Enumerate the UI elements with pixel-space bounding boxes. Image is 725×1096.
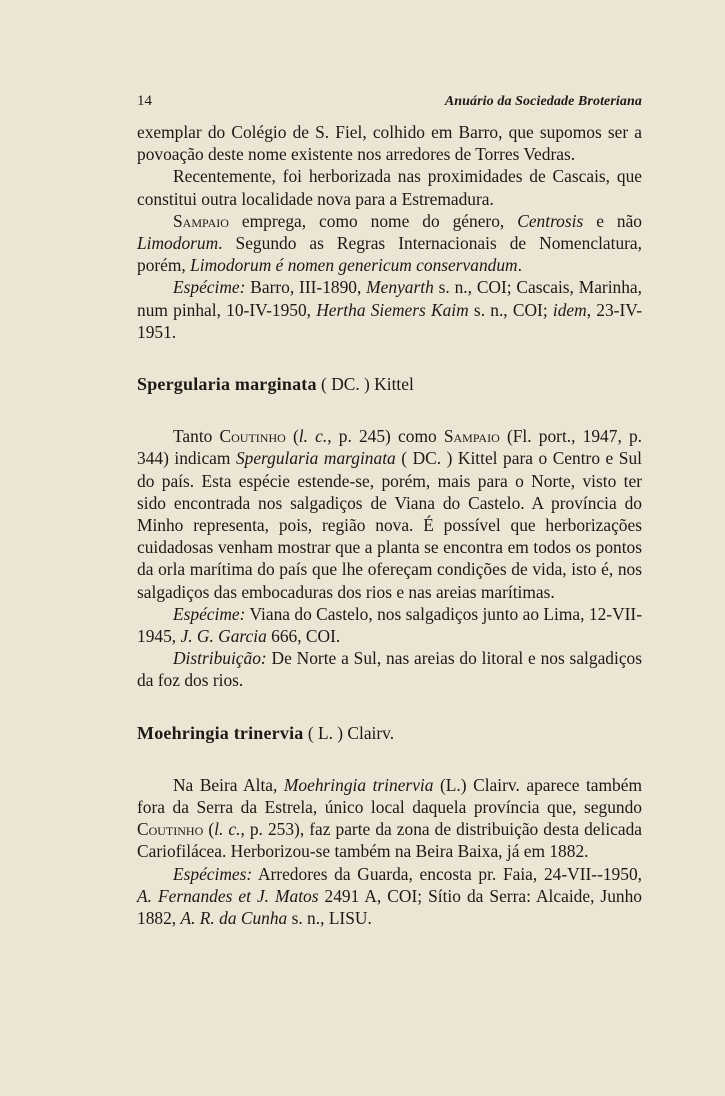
specimen-label: Espécime: xyxy=(173,603,246,624)
taxon-authority: ( DC. ) Kittel xyxy=(316,374,414,395)
species-heading xyxy=(137,722,642,744)
herbarium-code: COI xyxy=(512,299,543,320)
specimen-label: Espécimes: xyxy=(173,863,253,884)
journal-title: Anuário da Sociedade Broteriana xyxy=(444,94,642,109)
herbarium-code: LISU xyxy=(328,908,368,929)
idem-text: idem xyxy=(552,299,587,320)
species-heading xyxy=(137,373,642,395)
page-number: 14 xyxy=(137,93,152,109)
paragraph: Recentemente, foi herborizada nas proximidades de Cascais, que constitui outra localidade nova para a Estremadura. xyxy=(137,166,642,209)
genus-name: Limodorum xyxy=(137,233,219,254)
species-name: Spergularia marginata xyxy=(235,448,396,469)
distribution-paragraph: Distribuição: De Norte a Sul, nas areias do litoral e nos salgadiços da foz dos rios. xyxy=(137,648,642,691)
herbarium-code: COI xyxy=(305,626,336,647)
paragraph: Tanto Coutinho (l. c., p. 245) como Sampaio (Fl. port., 1947, p. 344) indicam Spergularia marginata ( DC. ) Kittel para o Centro e Sul do país. Esta espécie estende-se, porém, mais para o Norte, visto ter sido encontrada nos salgadiços de Viana do Castelo. A província do Minho representa, pois, região nova. É possível que herborizações cuidadosas venham mostrar que a planta se encontra em todos os pontos da orla marítima do país que lhe ofereçam condições de vida, isto é, nos salgadiços das embocaduras dos rios e nas areias marítimas. xyxy=(137,426,643,602)
collector-name: Hertha Siemers Kaim xyxy=(316,299,469,320)
collector-name: A. R. da Cunha xyxy=(180,908,288,929)
genus-name: Centrosis xyxy=(517,210,584,231)
paragraph: Na Beira Alta, Moehringia trinervia (L.) Clairv. aparece também fora da Serra da Estrela, único local daquela província que, segundo Coutinho (l. c., p. 253), faz parte da zona de distribuição desta delicada Cariofilácea. Herborizou-se também na Beira Baixa, já em 1882. xyxy=(137,774,643,862)
taxon-name: Spergularia marginata xyxy=(137,374,317,395)
author-name: Coutinho xyxy=(137,819,204,840)
species-name: Moehringia trinervia xyxy=(283,774,434,795)
body-text xyxy=(137,121,642,929)
loc-cit: l. c. xyxy=(298,426,328,447)
specimen-paragraph: Espécime: Viana do Castelo, nos salgadiços junto ao Lima, 12-VII-1945, J. G. Garcia 666, COI. xyxy=(137,603,642,647)
herbarium-code: COI xyxy=(476,277,507,298)
paragraph: exemplar do Colégio de S. Fiel, colhido em Barro, que supomos ser a povoação deste nome existente nos arredores de Torres Vedras. xyxy=(137,122,642,165)
specimen-label: Espécime: xyxy=(173,277,246,298)
running-head xyxy=(137,93,642,110)
author-name: Coutinho xyxy=(219,426,286,447)
collector-name: J. G. Garcia xyxy=(180,626,267,647)
nomenclature-phrase: Limodorum é nomen genericum conservandum xyxy=(190,255,518,276)
specimen-paragraph: Espécime: Barro, III-1890, Menyarth s. n., COI; Cascais, Marinha, num pinhal, 10-IV-1950, Hertha Siemers Kaim s. n., COI; idem, 23-IV-1951. xyxy=(137,277,642,342)
loc-cit: l. c. xyxy=(214,819,241,840)
specimen-paragraph: Espécimes: Arredores da Guarda, encosta pr. Faia, 24-VII--1950, A. Fernandes et J. Matos 2491 A, COI; Sítio da Serra: Alcaide, Junho 1882, A. R. da Cunha s. n., LISU. xyxy=(137,863,642,929)
taxon-authority: ( L. ) Clairv. xyxy=(303,722,395,743)
collector-name: Menyarth xyxy=(366,277,434,298)
distribution-label: Distribuição: xyxy=(173,648,267,669)
herbarium-code: COI xyxy=(387,885,418,906)
author-name: Sampaio xyxy=(443,426,500,447)
taxon-name: Moehringia trinervia xyxy=(137,722,304,743)
collector-name: A. Fernandes et J. Matos xyxy=(137,885,319,906)
author-name: Sampaio xyxy=(173,210,229,231)
paragraph: Sampaio emprega, como nome do género, Centrosis e não Limodorum. Segundo as Regras Internacionais de Nomenclatura, porém, Limodorum é nomen genericum conservandum. xyxy=(137,210,642,276)
